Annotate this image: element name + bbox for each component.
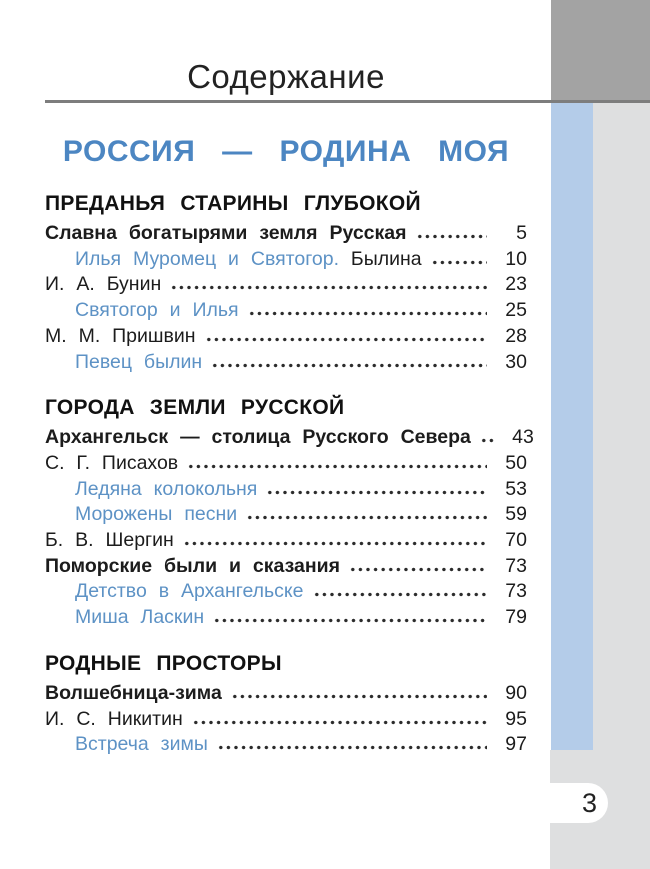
toc-section bbox=[45, 651, 527, 758]
side-rail-top-gray-block bbox=[551, 0, 650, 101]
entry-title-segment: Волшебница-зима bbox=[45, 681, 222, 704]
section-heading: ГОРОДА ЗЕМЛИ РУССКОЙ bbox=[45, 396, 345, 420]
entry-title-segment: Поморские были и сказания bbox=[45, 554, 341, 577]
section-heading: ПРЕДАНЬЯ СТАРИНЫ ГЛУБОКОЙ bbox=[45, 192, 421, 215]
entry-title-segment: Ледяна колокольня bbox=[75, 477, 258, 500]
entry-title-segment: Архангельск — столица Русского Севера bbox=[45, 426, 471, 449]
entry-page-number: 95 bbox=[505, 707, 527, 730]
toc-entry bbox=[45, 298, 527, 324]
page-number: 3 bbox=[581, 787, 597, 818]
dots-leader bbox=[246, 515, 487, 520]
entry-title-segment: И. А. Бунин bbox=[45, 273, 162, 296]
entry-page-number: 25 bbox=[505, 299, 527, 322]
entry-page-number: 10 bbox=[505, 247, 527, 270]
dots-leader bbox=[431, 260, 487, 265]
entry-page-number: 43 bbox=[512, 426, 534, 449]
entry-title-segment: Славна богатырями земля Русская bbox=[45, 222, 407, 244]
entry-title bbox=[45, 451, 178, 477]
dots-leader bbox=[205, 337, 487, 342]
entry-title-segment: Певец былин bbox=[75, 350, 203, 373]
part-title: РОССИЯ — РОДИНА МОЯ bbox=[62, 135, 510, 168]
toc-entry bbox=[45, 605, 527, 631]
toc-entry bbox=[45, 272, 527, 298]
entry-page-number: 30 bbox=[505, 350, 527, 373]
document-title: Содержание bbox=[187, 58, 385, 95]
entry-title bbox=[75, 298, 239, 324]
dots-leader bbox=[217, 745, 487, 750]
toc-entry bbox=[45, 579, 527, 605]
entry-page-number: 97 bbox=[505, 733, 527, 756]
entry-title bbox=[45, 707, 183, 733]
entry-page-number: 70 bbox=[505, 529, 527, 552]
entry-page-number: 79 bbox=[505, 606, 527, 629]
entry-page-number: 90 bbox=[505, 681, 527, 704]
toc-sections bbox=[45, 191, 534, 758]
entry-title bbox=[75, 605, 204, 631]
entry-title-segment: Святогор и Илья bbox=[75, 299, 239, 322]
dots-leader bbox=[266, 490, 487, 495]
entry-title-segment: Детство в Архангельске bbox=[75, 580, 304, 603]
entry-title bbox=[45, 272, 161, 298]
entry-page-number: 53 bbox=[505, 477, 527, 500]
toc-section bbox=[45, 191, 527, 375]
dots-leader bbox=[349, 567, 487, 572]
dots-leader bbox=[231, 694, 487, 699]
section-heading: РОДНЫЕ ПРОСТОРЫ bbox=[45, 651, 282, 675]
entry-title-segment: М. М. Пришвин bbox=[45, 324, 196, 347]
dots-leader bbox=[480, 438, 494, 443]
entry-title bbox=[75, 247, 422, 273]
dots-leader bbox=[248, 311, 487, 316]
section-entries bbox=[45, 681, 527, 758]
dots-leader bbox=[313, 592, 487, 597]
entry-title-segment: Встреча зимы bbox=[75, 733, 208, 756]
entry-page-number: 73 bbox=[505, 554, 527, 577]
entry-page-number: 73 bbox=[505, 580, 527, 603]
entry-title bbox=[45, 425, 471, 451]
entry-title bbox=[75, 477, 257, 503]
side-rail-blue-stripe bbox=[551, 103, 593, 750]
dots-leader bbox=[416, 234, 487, 239]
toc-entry bbox=[45, 477, 527, 503]
entry-page-number: 28 bbox=[505, 324, 527, 347]
toc-entry bbox=[45, 324, 527, 350]
entry-title bbox=[45, 324, 196, 350]
entry-page-number: 5 bbox=[516, 222, 527, 244]
entry-title-segment: С. Г. Писахов bbox=[45, 451, 179, 474]
section-entries bbox=[45, 221, 527, 375]
entry-title-segment: Илья Муромец и Святогор. bbox=[75, 247, 339, 270]
toc-entry bbox=[45, 732, 527, 758]
dots-leader bbox=[192, 720, 487, 725]
entry-page-number: 59 bbox=[505, 503, 527, 526]
entry-title bbox=[75, 502, 237, 528]
entry-title-segment: Миша Ласкин bbox=[75, 606, 205, 629]
entry-title bbox=[45, 528, 174, 554]
toc-entry bbox=[45, 554, 527, 580]
toc-entry bbox=[45, 451, 527, 477]
toc-entry bbox=[45, 425, 534, 451]
content-area bbox=[45, 0, 534, 758]
dots-leader bbox=[170, 285, 487, 290]
toc-entry bbox=[45, 502, 527, 528]
dots-leader bbox=[183, 541, 487, 546]
entry-title-segment: И. С. Никитин bbox=[45, 707, 183, 730]
toc-entry bbox=[45, 221, 527, 247]
entry-title bbox=[75, 350, 202, 376]
section-entries bbox=[45, 425, 534, 631]
dots-leader bbox=[187, 464, 487, 469]
entry-title-segment: Б. В. Шергин bbox=[45, 529, 174, 552]
toc-entry bbox=[45, 528, 527, 554]
side-rail-gray-stripe bbox=[593, 103, 650, 869]
entry-title bbox=[45, 221, 407, 247]
entry-title bbox=[45, 681, 222, 707]
entry-title bbox=[45, 554, 340, 580]
toc-entry bbox=[45, 247, 527, 273]
toc-entry bbox=[45, 681, 527, 707]
dots-leader bbox=[213, 618, 487, 623]
entry-title-segment: Былина bbox=[350, 247, 422, 270]
toc-section bbox=[45, 395, 534, 631]
entry-page-number: 50 bbox=[505, 451, 527, 474]
entry-title-segment: Морожены песни bbox=[75, 503, 238, 526]
entry-title bbox=[75, 579, 304, 605]
toc-entry bbox=[45, 350, 527, 376]
entry-title bbox=[75, 732, 208, 758]
entry-page-number: 23 bbox=[505, 273, 527, 296]
dots-leader bbox=[211, 363, 487, 368]
toc-entry bbox=[45, 707, 527, 733]
page-number-tab bbox=[497, 783, 608, 823]
